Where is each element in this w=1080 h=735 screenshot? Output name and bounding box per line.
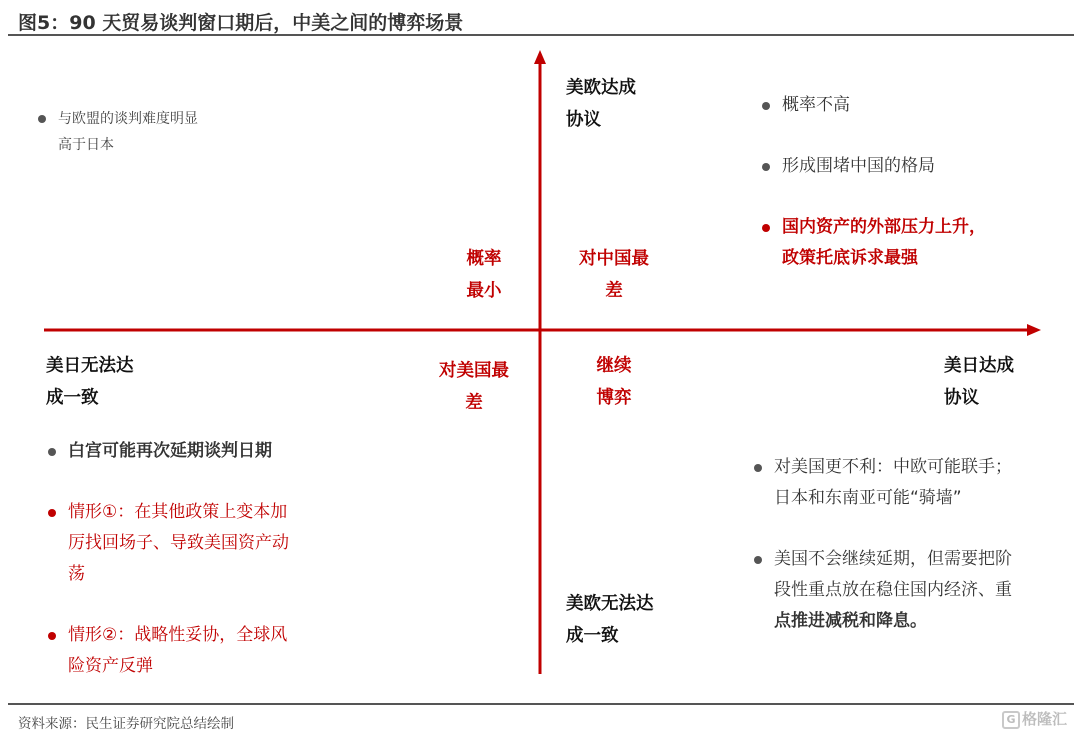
note-line: 点推进减税和降息。 — [774, 611, 927, 631]
quadrant-label-top-right-line1: 对中国最 — [579, 249, 649, 269]
top-left-notes — [36, 106, 266, 158]
top-right-notes — [760, 90, 1060, 304]
axis-label-top — [566, 72, 636, 136]
note-line: 情形②：战略性妥协，全球风 — [68, 625, 288, 645]
quadrant-label-top-right — [566, 243, 662, 307]
note-line: 厉找回场子、导致美国资产动 — [68, 533, 289, 553]
quadrant-label-top-left-line2: 最小 — [466, 281, 502, 301]
list-item — [752, 452, 1042, 514]
note-line: 与欧盟的谈判难度明显 — [58, 111, 198, 127]
note-line: 险资产反弹 — [68, 656, 153, 676]
axis-label-left — [46, 350, 134, 414]
list-item — [752, 544, 1042, 637]
list-item — [46, 436, 326, 467]
axis-label-left-line2: 成一致 — [46, 388, 99, 408]
note-line: 荡 — [68, 564, 85, 584]
quadrant-label-bottom-left-line1: 对美国最 — [439, 361, 509, 381]
axis-label-top-line1: 美欧达成 — [566, 78, 636, 98]
watermark-text: 格隆汇 — [1022, 710, 1068, 728]
source-note: 资料来源：民生证券研究院总结绘制 — [18, 716, 234, 732]
list-item — [46, 497, 326, 590]
axis-label-right-line2: 协议 — [944, 388, 979, 408]
vertical-axis-arrow-icon — [534, 50, 546, 64]
axis-label-left-line1: 美日无法达 — [46, 356, 134, 376]
bottom-left-notes — [46, 436, 326, 712]
note-line: 概率不高 — [782, 95, 850, 115]
axis-label-bottom-line2: 成一致 — [566, 626, 619, 646]
quadrant-label-bottom-right-line2: 博弈 — [596, 388, 632, 408]
axis-label-right — [944, 350, 1014, 414]
note-line: 高于日本 — [58, 137, 114, 153]
quadrant-label-top-right-line2: 差 — [605, 281, 623, 301]
quadrant-label-bottom-right-line1: 继续 — [596, 356, 632, 376]
note-line: 形成围堵中国的格局 — [782, 156, 935, 176]
quadrant-label-bottom-left-line2: 差 — [465, 393, 483, 413]
quadrant-label-bottom-right — [576, 350, 652, 414]
note-line: 白宫可能再次延期谈判日期 — [68, 441, 272, 461]
list-item — [760, 212, 1060, 274]
note-line: 情形①：在其他政策上变本加 — [68, 502, 288, 522]
axis-label-top-line2: 协议 — [566, 110, 601, 130]
horizontal-axis-arrow-icon — [1027, 324, 1041, 336]
note-line: 国内资产的外部压力上升， — [782, 217, 986, 237]
note-line: 政策托底诉求最强 — [782, 248, 918, 268]
quadrant-label-top-left — [444, 243, 524, 307]
note-line: 对美国更不利：中欧可能联手； — [774, 457, 1012, 477]
axis-label-bottom — [566, 588, 654, 652]
note-line: 日本和东南亚可能“骑墙” — [774, 488, 962, 508]
footer-divider — [8, 703, 1074, 705]
axis-label-right-line1: 美日达成 — [944, 356, 1014, 376]
list-item — [760, 90, 1060, 121]
bottom-right-notes — [752, 452, 1042, 667]
note-line: 段性重点放在稳住国内经济、重 — [774, 580, 1012, 600]
page-title: 图5：90 天贸易谈判窗口期后，中美之间的博弈场景 — [18, 12, 464, 34]
list-item — [760, 151, 1060, 182]
axis-label-bottom-line1: 美欧无法达 — [566, 594, 654, 614]
quadrant-label-top-left-line1: 概率 — [466, 249, 502, 269]
quadrant-label-bottom-left — [426, 355, 522, 419]
list-item — [46, 620, 326, 682]
watermark — [1002, 708, 1067, 729]
note-line: 美国不会继续延期，但需要把阶 — [774, 549, 1012, 569]
list-item — [36, 106, 266, 158]
watermark-logo-icon: G — [1002, 711, 1020, 729]
